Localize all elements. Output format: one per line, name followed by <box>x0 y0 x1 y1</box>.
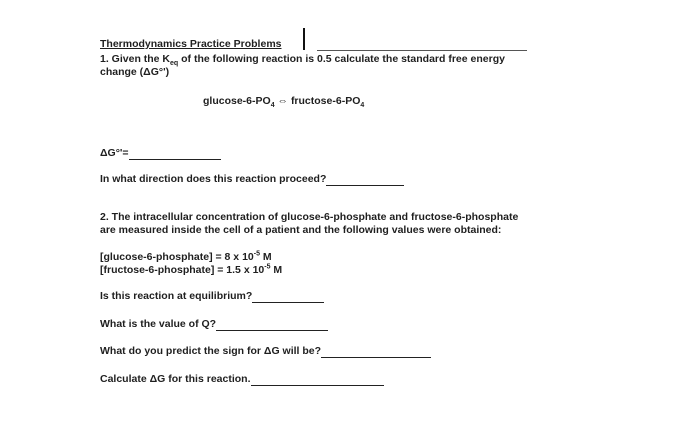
fructose-concentration <box>100 264 282 277</box>
direction-answer-blank[interactable] <box>326 175 404 186</box>
q-value-row <box>100 318 328 331</box>
delta-g-row <box>100 147 221 160</box>
fructose-unit: M <box>270 264 283 276</box>
fructose-exponent: -5 <box>264 263 271 271</box>
calculate-answer-blank[interactable] <box>251 375 384 386</box>
title-rule <box>317 50 527 51</box>
calculate-row <box>100 373 384 386</box>
keq-subscript: eq <box>170 60 179 68</box>
glucose-conc-text: [glucose-6-phosphate] = 8 x 10 <box>100 251 254 263</box>
equilibrium-question: Is this reaction at equilibrium? <box>100 290 253 302</box>
sign-answer-blank[interactable] <box>321 347 431 358</box>
q-value-answer-blank[interactable] <box>216 320 328 331</box>
worksheet-title: Thermodynamics Practice Problems <box>100 38 282 50</box>
q2-line-2: are measured inside the cell of a patient and the following values were obtained: <box>100 224 502 236</box>
calculate-question: Calculate ΔG for this reaction. <box>100 373 251 385</box>
product-subscript: 4 <box>360 102 365 110</box>
q1-line-1 <box>100 53 505 66</box>
glucose-concentration <box>100 251 272 264</box>
delta-g-label: ΔG°'= <box>100 147 129 159</box>
glucose-exponent: -5 <box>253 250 260 258</box>
direction-row <box>100 173 404 186</box>
reaction-product: fructose-6-PO <box>290 95 361 107</box>
reactant-subscript: 4 <box>270 102 275 110</box>
direction-question: In what direction does this reaction proceed? <box>100 173 327 185</box>
equilibrium-answer-blank[interactable] <box>252 292 324 303</box>
sign-row <box>100 345 431 358</box>
q1-text-suffix: of the following reaction is 0.5 calculate the standard free energy <box>178 53 505 65</box>
q1-text-prefix: 1. Given the K <box>100 53 171 65</box>
sign-question: What do you predict the sign for ΔG will be? <box>100 345 322 357</box>
reaction-equation <box>203 95 364 108</box>
q1-line-2: change (ΔG°') <box>100 66 170 78</box>
q2-line-1: 2. The intracellular concentration of glucose-6-phosphate and fructose-6-phosphate <box>100 211 519 223</box>
pen-mark <box>303 28 305 50</box>
glucose-unit: M <box>259 251 272 263</box>
fructose-conc-text: [fructose-6-phosphate] = 1.5 x 10 <box>100 264 265 276</box>
q-value-question: What is the value of Q? <box>100 318 217 330</box>
reaction-reactant: glucose-6-PO <box>203 95 271 107</box>
delta-g-answer-blank[interactable] <box>129 149 221 160</box>
equilibrium-row <box>100 290 324 303</box>
equilibrium-arrow: ⇔ <box>274 95 291 107</box>
